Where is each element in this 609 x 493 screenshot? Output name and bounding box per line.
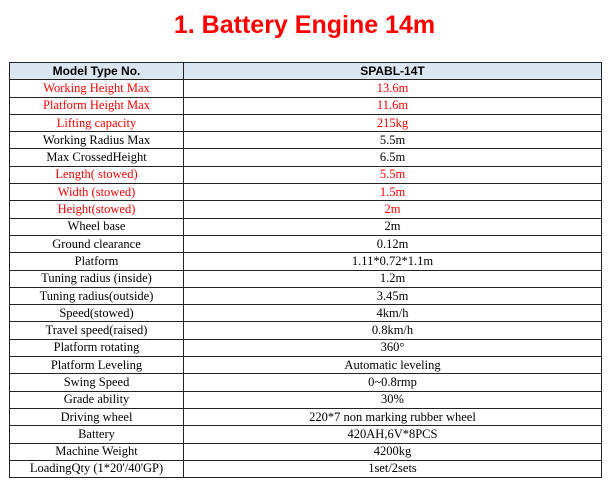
spec-value: 360°: [184, 339, 602, 356]
spec-label: Machine Weight: [10, 443, 184, 460]
table-row: [10, 80, 602, 97]
spec-label: Grade ability: [10, 391, 184, 408]
page-title: 1. Battery Engine 14m: [173, 11, 436, 39]
table-row: [10, 149, 602, 166]
spec-label: Swing Speed: [10, 374, 184, 391]
spec-value: 13.6m: [184, 80, 602, 97]
spec-value: 6.5m: [184, 149, 602, 166]
spec-value: 1.11*0.72*1.1m: [184, 253, 602, 270]
spec-label: Platform Leveling: [10, 357, 184, 374]
spec-label: Max CrossedHeight: [10, 149, 184, 166]
table-row: [10, 322, 602, 339]
spec-label: Platform rotating: [10, 339, 184, 356]
table-row: [10, 270, 602, 287]
spec-label: Driving wheel: [10, 408, 184, 425]
spec-value: 1set/2sets: [184, 460, 602, 477]
table-row: [10, 235, 602, 252]
spec-label: Platform: [10, 253, 184, 270]
spec-label: LoadingQty (1*20'/40'GP): [10, 460, 184, 477]
spec-value: 0~0.8rmp: [184, 374, 602, 391]
spec-value: 3.45m: [184, 287, 602, 304]
spec-value: 2m: [184, 218, 602, 235]
spec-value: 0.12m: [184, 235, 602, 252]
spec-label: Travel speed(raised): [10, 322, 184, 339]
table-row: [10, 184, 602, 201]
spec-value: 0.8km/h: [184, 322, 602, 339]
spec-table-header: [10, 63, 602, 80]
table-row: [10, 374, 602, 391]
spec-value: 4200kg: [184, 443, 602, 460]
table-row: [10, 132, 602, 149]
spec-label: Wheel base: [10, 218, 184, 235]
spec-value: 11.6m: [184, 97, 602, 114]
spec-label: Tuning radius (inside): [10, 270, 184, 287]
header-model-type-value: SPABL-14T: [184, 63, 602, 80]
spec-value: 1.2m: [184, 270, 602, 287]
table-row: [10, 218, 602, 235]
table-row: [10, 443, 602, 460]
header-model-type-label: Model Type No.: [10, 63, 184, 80]
table-row: [10, 391, 602, 408]
spec-value: Automatic leveling: [184, 357, 602, 374]
spec-value: 4km/h: [184, 305, 602, 322]
spec-label: Speed(stowed): [10, 305, 184, 322]
spec-value: 30%: [184, 391, 602, 408]
spec-value: 420AH,6V*8PCS: [184, 426, 602, 443]
spec-label: Length( stowed): [10, 166, 184, 183]
spec-value: 5.5m: [184, 132, 602, 149]
table-row: [10, 287, 602, 304]
table-row: [10, 339, 602, 356]
spec-table: [9, 62, 602, 478]
spec-label: Working Height Max: [10, 80, 184, 97]
table-row: [10, 166, 602, 183]
spec-label: Height(stowed): [10, 201, 184, 218]
spec-value: 5.5m: [184, 166, 602, 183]
spec-table-body: [10, 80, 602, 478]
spec-value: 220*7 non marking rubber wheel: [184, 408, 602, 425]
table-row: [10, 201, 602, 218]
spec-label: Lifting capacity: [10, 114, 184, 131]
spec-label: Tuning radius(outside): [10, 287, 184, 304]
spec-value: 2m: [184, 201, 602, 218]
header-row: [10, 63, 602, 80]
table-row: [10, 426, 602, 443]
spec-value: 215kg: [184, 114, 602, 131]
spec-label: Width (stowed): [10, 184, 184, 201]
table-row: [10, 460, 602, 477]
table-row: [10, 305, 602, 322]
spec-label: Working Radius Max: [10, 132, 184, 149]
table-row: [10, 114, 602, 131]
table-row: [10, 357, 602, 374]
table-row: [10, 408, 602, 425]
table-row: [10, 253, 602, 270]
spec-label: Battery: [10, 426, 184, 443]
table-row: [10, 97, 602, 114]
spec-label: Platform Height Max: [10, 97, 184, 114]
spec-value: 1.5m: [184, 184, 602, 201]
spec-label: Ground clearance: [10, 235, 184, 252]
